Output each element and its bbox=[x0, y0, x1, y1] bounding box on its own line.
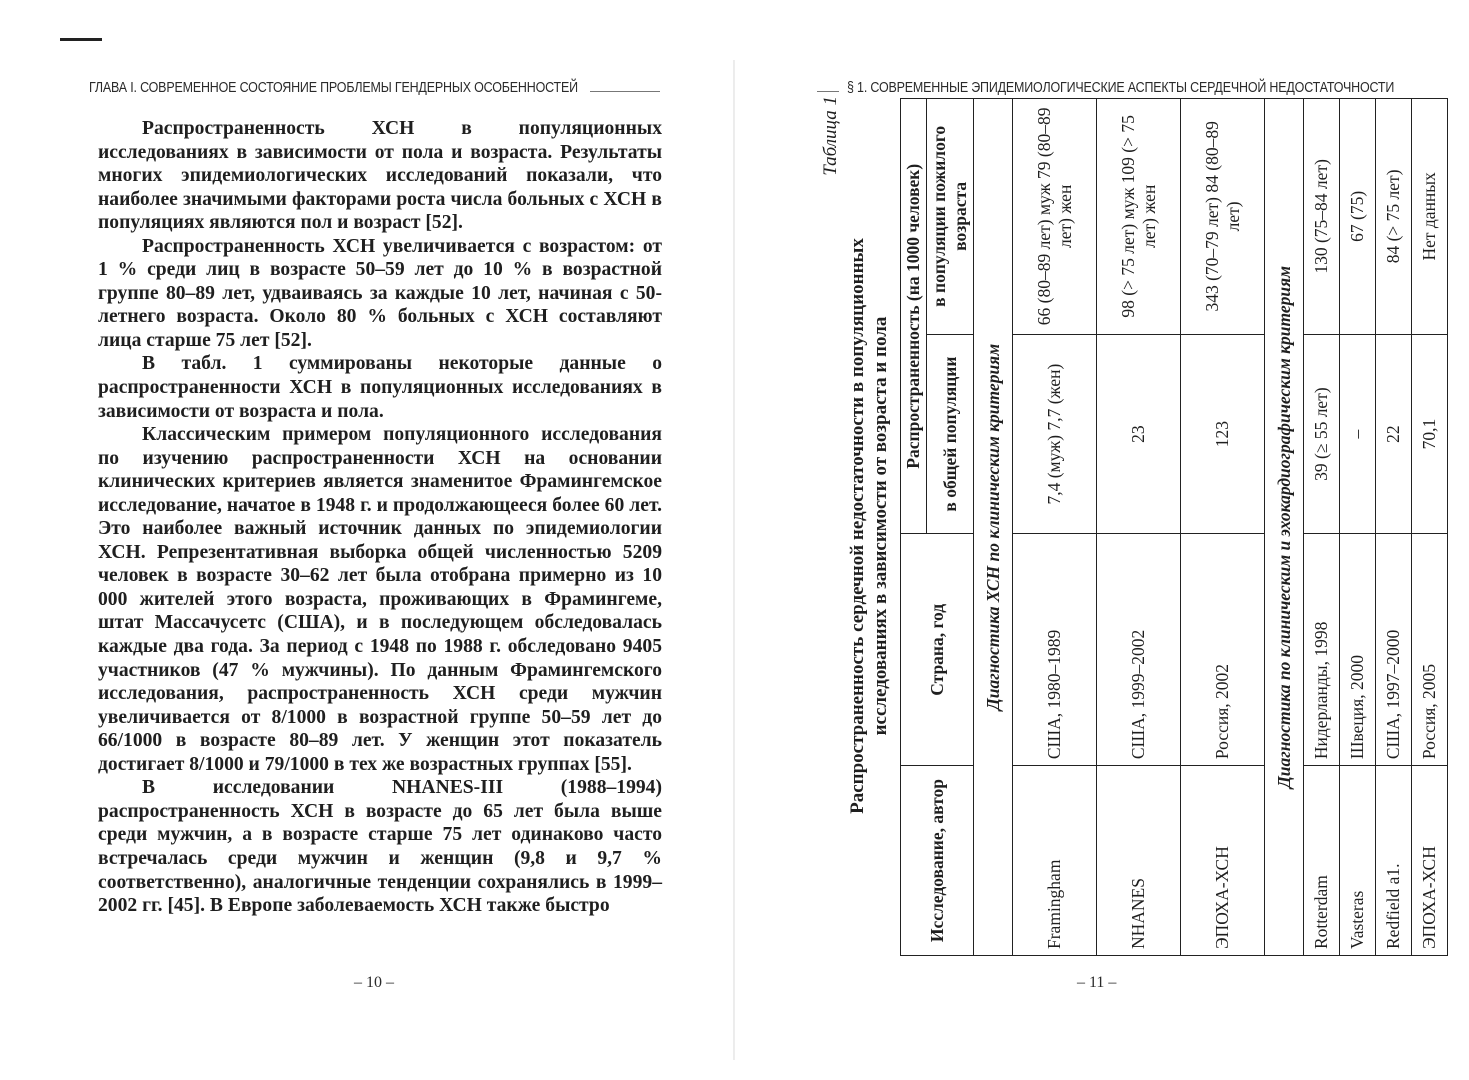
prevalence-table bbox=[900, 98, 1448, 956]
left-head-rule bbox=[590, 91, 660, 92]
cell-study: ЭПОХА-ХСН bbox=[1181, 766, 1265, 956]
left-page-number: – 10 – bbox=[354, 974, 394, 991]
cell-study: Vasteras bbox=[1340, 766, 1376, 956]
table-row bbox=[1013, 99, 1097, 956]
cell-elderly: 84 (> 75 лет) bbox=[1376, 99, 1412, 335]
table-row bbox=[1376, 99, 1412, 956]
header-general: в общей популяции bbox=[927, 334, 974, 534]
cell-elderly: 67 (75) bbox=[1340, 99, 1376, 335]
right-page-number: – 11 – bbox=[1077, 974, 1117, 991]
cell-elderly: Нет данных bbox=[1412, 99, 1448, 335]
cell-country: Нидерланды, 1998 bbox=[1304, 534, 1340, 766]
cell-elderly: 66 (80–89 лет) муж 79 (80–89 лет) жен bbox=[1013, 99, 1097, 335]
paragraph: Классическим примером популяционного исследования по изучению распространенности ХСН на основании клинических критериев является знаменитое Фрамингемское исследование, начатое в 1948 г. и продолжающееся более 60 лет. Это наиболее важный источник данных по эпидемиологии ХСН. Репрезентативная выборка общей численностью 5209 человек в возрасте 30–62 лет была отобрана примерно из 10 000 жителей этого возраста, проживающих в Фрамингеме, штат Массачусетс (США), и в последующем обследовалась каждые два года. За период с 1948 по 1988 г. обследовано 9405 участников (47 % мужчины). По данным Фрамингемского исследования, распространенность ХСН среди мужчин увеличивается от 8/1000 в возрастной группе 50–59 лет до 66/1000 в возрасте 80–89 лет. У женщин этот показатель достигает 8/1000 и 79/1000 в тех же возрастных группах [55]. bbox=[98, 424, 662, 775]
paragraph: Распространенность ХСН увеличивается с возрастом: от 1 % среди лиц в возрасте 50–59 лет до 10 % в возрастной группе 80–89 лет, удваиваясь за каждые 10 лет, начиная с 50-летнего возраста. Около 80 % больных с ХСН составляют лица старше 75 лет [52]. bbox=[98, 235, 662, 351]
cell-study: NHANES bbox=[1097, 766, 1181, 956]
cell-elderly: 130 (75–84 лет) bbox=[1304, 99, 1340, 335]
cell-study: Framingham bbox=[1013, 766, 1097, 956]
right-head-rule bbox=[817, 91, 839, 92]
cell-general: 123 bbox=[1181, 334, 1265, 534]
table-label: Таблица 1 bbox=[820, 96, 841, 176]
table-title bbox=[846, 96, 892, 956]
section-row bbox=[974, 99, 1013, 956]
table-row bbox=[1304, 99, 1340, 956]
table-row bbox=[1340, 99, 1376, 956]
paragraph: В табл. 1 суммированы некоторые данные о распространенности ХСН в популяционных исследованиях в зависимости от возраста и пола. bbox=[98, 353, 662, 422]
cell-general: 39 (≥ 55 лет) bbox=[1304, 334, 1340, 534]
cell-country: Россия, 2002 bbox=[1181, 534, 1265, 766]
header-study: Исследование, автор bbox=[901, 766, 974, 956]
cell-country: США, 1980–1989 bbox=[1013, 534, 1097, 766]
cell-general: – bbox=[1340, 334, 1376, 534]
table-row bbox=[1412, 99, 1448, 956]
cell-country: Россия, 2005 bbox=[1412, 534, 1448, 766]
cell-study: ЭПОХА-ХСН bbox=[1412, 766, 1448, 956]
corner-mark bbox=[60, 38, 102, 41]
table-title-line: исследованиях в зависимости от возраста и пола bbox=[870, 316, 891, 736]
left-page-body bbox=[98, 117, 662, 918]
left-running-head: ГЛАВА I. СОВРЕМЕННОЕ СОСТОЯНИЕ ПРОБЛЕМЫ ГЕНДЕРНЫХ ОСОБЕННОСТЕЙ bbox=[89, 80, 578, 96]
cell-study: Rotterdam bbox=[1304, 766, 1340, 956]
section-echo: Диагностика по клиническим и эхокардиографическим критериям bbox=[1265, 99, 1304, 956]
table-title-line: Распространенность сердечной недостаточности в популяционных bbox=[847, 238, 868, 814]
table-header-row bbox=[901, 99, 927, 956]
header-elderly: в популяции пожилого возраста bbox=[927, 99, 974, 335]
section-clinical: Диагностика ХСН по клиническим критериям bbox=[974, 99, 1013, 956]
cell-general: 7,4 (муж) 7,7 (жен) bbox=[1013, 334, 1097, 534]
right-running-head: § 1. СОВРЕМЕННЫЕ ЭПИДЕМИОЛОГИЧЕСКИЕ АСПЕКТЫ СЕРДЕЧНОЙ НЕДОСТАТОЧНОСТИ bbox=[847, 80, 1395, 96]
table-row bbox=[1097, 99, 1181, 956]
header-country: Страна, год bbox=[901, 534, 974, 766]
cell-elderly: 343 (70–79 лет) 84 (80–89 лет) bbox=[1181, 99, 1265, 335]
section-row bbox=[1265, 99, 1304, 956]
cell-country: США, 1999–2002 bbox=[1097, 534, 1181, 766]
cell-country: США, 1997–2000 bbox=[1376, 534, 1412, 766]
header-prevalence: Распространенность (на 1000 человек) bbox=[901, 99, 927, 534]
cell-elderly: 98 (> 75 лет) муж 109 (> 75 лет) жен bbox=[1097, 99, 1181, 335]
table-row bbox=[1181, 99, 1265, 956]
cell-general: 70,1 bbox=[1412, 334, 1448, 534]
paragraph: Распространенность ХСН в популяционных исследованиях в зависимости от пола и возраста. Результаты многих эпидемиологических исследований показали, что наиболее значимыми факторами роста числа больных с ХСН в популяциях являются пол и возраст [52]. bbox=[98, 118, 662, 234]
paragraph: В исследовании NHANES-III (1988–1994) распространенность ХСН в возрасте до 65 лет была выше среди мужчин, а в возрасте старше 75 лет одинаково часто встречалась среди мужчин и женщин (9,8 и 9,7 % соответственно), аналогичные тенденции сохранялись в 1999–2002 гг. [45]. В Европе заболеваемость ХСН также быстро bbox=[98, 777, 662, 917]
cell-country: Швеция, 2000 bbox=[1340, 534, 1376, 766]
cell-general: 22 bbox=[1376, 334, 1412, 534]
cell-study: Redfield a1. bbox=[1376, 766, 1412, 956]
cell-general: 23 bbox=[1097, 334, 1181, 534]
gutter bbox=[733, 60, 735, 1060]
rotated-table-block bbox=[818, 96, 1439, 956]
